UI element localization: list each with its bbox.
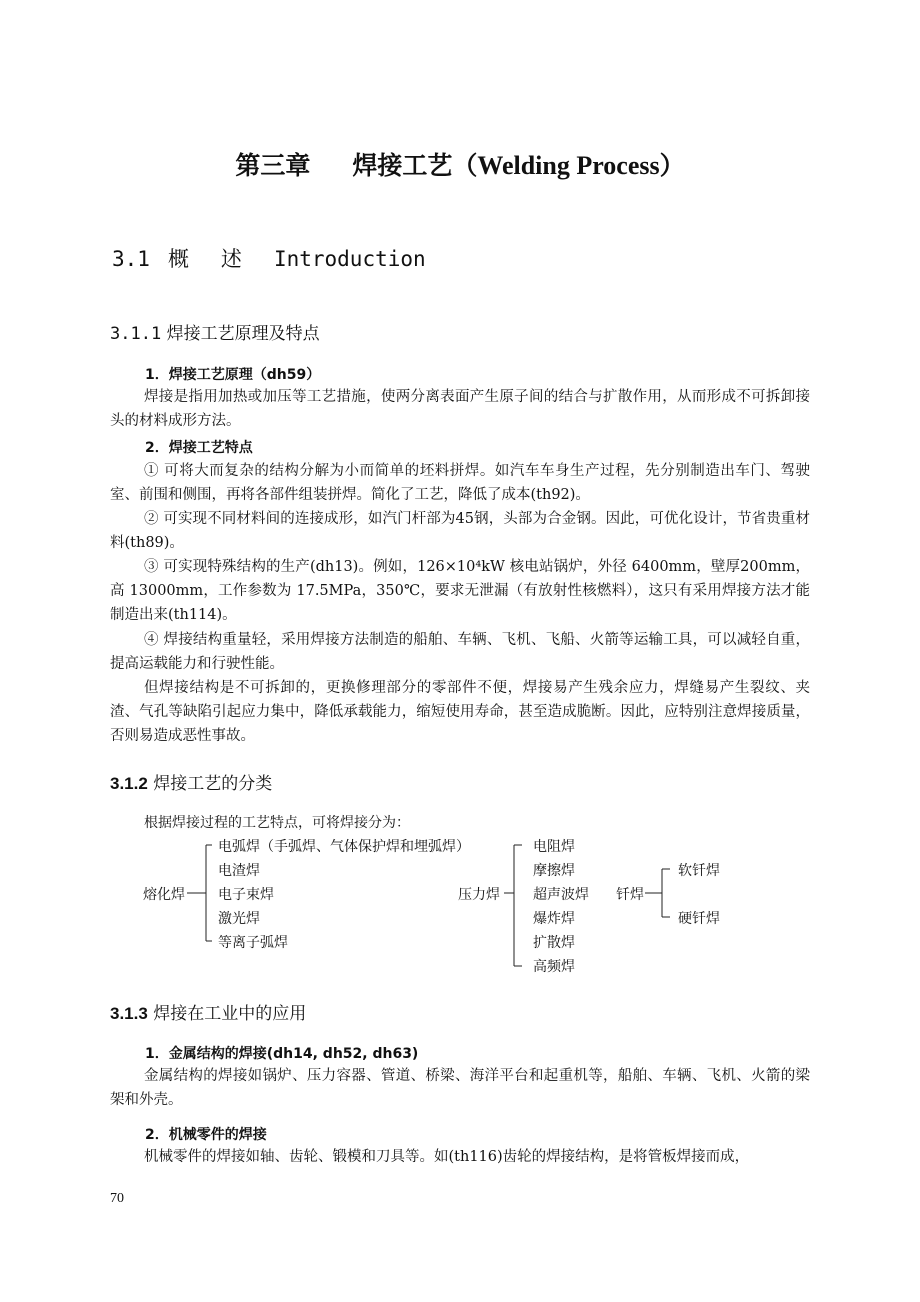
chapter-title <box>0 146 920 182</box>
item-heading: 2．机械零件的焊接 <box>145 1127 267 1143</box>
category-item: 电渣焊 <box>218 863 260 879</box>
category-item: 等离子弧焊 <box>218 935 288 951</box>
paragraph: ① 可将大而复杂的结构分解为小而简单的坯料拼焊。如汽车车身生产过程，先分别制造出车门、驾驶室、前围和侧围，再将各部件组装拼焊。简化了工艺，降低了成本(th92)。 <box>110 463 810 503</box>
item-heading: 2．焊接工艺特点 <box>145 440 253 456</box>
chapter-title-en: Welding Process <box>477 151 660 180</box>
page-number: 70 <box>110 1191 124 1206</box>
chapter-title-close: ） <box>659 151 685 180</box>
category-item: 高频焊 <box>533 959 575 975</box>
paragraph: ③ 可实现特殊结构的生产(dh13)。例如，126×10⁴kW 核电站锅炉，外径 6400mm，壁厚200mm，高 13000mm，工作参数为 17.5MPa，350℃，要求无泄漏（有放射性核燃料），这只有采用焊接方法才能制造出来(th114)。 <box>110 559 810 623</box>
category-item: 电阻焊 <box>533 839 575 855</box>
subsection-heading-312 <box>110 769 272 794</box>
subsection-number: 3.1.2 <box>110 774 148 793</box>
paragraph: ② 可实现不同材料间的连接成形，如汽门杆部为45钢，头部为合金钢。因此，可优化设计，节省贵重材料(th89)。 <box>110 511 810 551</box>
paragraph: ④ 焊接结构重量轻，采用焊接方法制造的船舶、车辆、飞机、飞船、火箭等运输工具，可以减轻自重，提高运载能力和行驶性能。 <box>110 632 810 672</box>
category-item: 爆炸焊 <box>533 911 575 927</box>
category-label: 熔化焊 <box>143 887 185 903</box>
subsection-heading-311 <box>110 319 320 344</box>
subsection-title: 焊接工艺的分类 <box>153 774 273 794</box>
subsection-title: 焊接工艺原理及特点 <box>166 324 320 344</box>
chapter-number: 第三章 <box>235 151 311 180</box>
paragraph: 金属结构的焊接如锅炉、压力容器、管道、桥梁、海洋平台和起重机等，船舶、车辆、飞机、火箭的梁架和外壳。 <box>110 1068 810 1108</box>
chapter-title-cn: 焊接工艺（ <box>352 151 478 180</box>
section-heading <box>112 243 426 273</box>
section-title-cn: 概述 <box>167 247 274 271</box>
section-title-en: Introduction <box>273 247 426 271</box>
category-label: 压力焊 <box>458 887 500 903</box>
item-heading: 1．金属结构的焊接(dh14, dh52, dh63) <box>145 1046 419 1062</box>
category-item: 激光焊 <box>218 911 260 927</box>
category-item: 扩散焊 <box>533 935 575 951</box>
classification-intro: 根据焊接过程的工艺特点，可将焊接分为： <box>144 815 410 831</box>
paragraph: 机械零件的焊接如轴、齿轮、锻模和刀具等。如(th116)齿轮的焊接结构，是将管板焊接而成， <box>144 1149 750 1165</box>
category-item: 电弧焊（手弧焊、气体保护焊和埋弧焊） <box>218 839 470 855</box>
category-item: 电子束焊 <box>218 887 274 903</box>
subsection-number: 3.1.1 <box>110 324 162 344</box>
category-item: 摩擦焊 <box>533 863 575 879</box>
subsection-number: 3.1.3 <box>110 1004 148 1023</box>
category-item: 软钎焊 <box>678 863 720 879</box>
subsection-title: 焊接在工业中的应用 <box>153 1004 307 1024</box>
category-item: 超声波焊 <box>533 887 589 903</box>
category-label: 钎焊 <box>616 887 644 903</box>
paragraph: 焊接是指用加热或加压等工艺措施，使两分离表面产生原子间的结合与扩散作用，从而形成不可拆卸接头的材料成形方法。 <box>110 389 810 429</box>
category-item: 硬钎焊 <box>678 911 720 927</box>
subsection-heading-313 <box>110 999 306 1024</box>
section-number: 3.1 <box>112 247 150 271</box>
paragraph: 但焊接结构是不可拆卸的，更换修理部分的零部件不便，焊接易产生残余应力，焊缝易产生裂纹、夹渣、气孔等缺陷引起应力集中，降低承载能力，缩短使用寿命，甚至造成脆断。因此，应特别注意焊接质量，否则易造成恶性事故。 <box>110 680 810 744</box>
item-heading: 1．焊接工艺原理（dh59） <box>145 367 321 383</box>
